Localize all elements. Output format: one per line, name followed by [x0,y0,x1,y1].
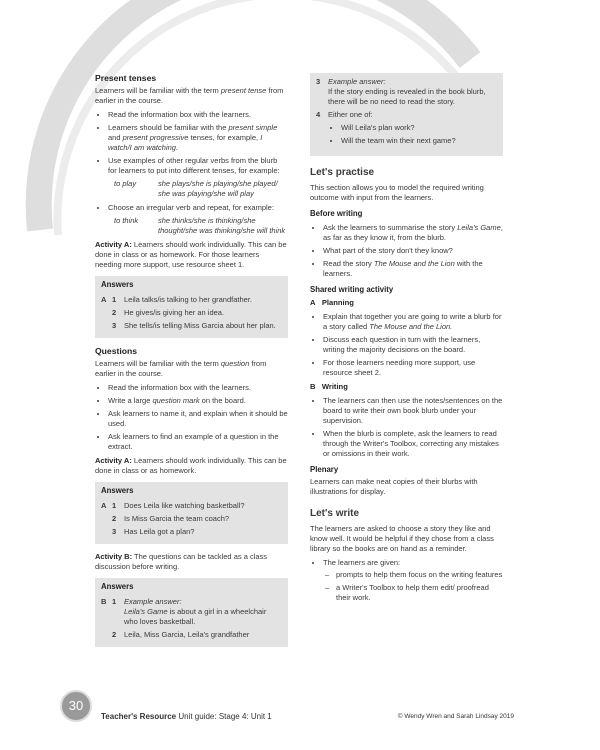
activity-a-note: Activity A: Learners should work individually. This can be done in class or as homework. For those learners needing more support, use resource sheet 1. [95,240,287,269]
footer-title: Teacher's Resource Unit guide: Stage 4: Unit 1 [101,712,272,721]
list-item: • Ask the learners to summarise the story Leila's Game, as far as they know it, from the blurb. [323,223,503,243]
left-column [95,73,288,655]
list-item: • For those learners needing more support, use resource sheet 2. [323,358,503,378]
list-item: • Read the information box with the learners. [108,383,288,393]
answers-box-1 [95,276,288,338]
present-tenses-list [95,110,288,236]
list-item: • The learners are given: – prompts to help them focus on the writing features – a Writer's Toolbox to help them edit/ proofread their work. [323,558,503,603]
list-item: • Discuss each question in turn with the learners, writing the majority decisions on the board. [323,335,503,355]
answers-title: Answers [101,582,134,591]
writing-list [310,396,503,459]
lets-practise-text: This section allows you to model the required writing outcome with input from the learners. [310,183,484,202]
before-writing-heading: Before writing [310,209,363,218]
answer-row: 2 He gives/is giving her an idea. [112,308,225,317]
questions-heading: Questions [95,346,138,356]
lets-write-heading: Let's write [310,508,360,519]
answer-row: A 1 Does Leila like watching basketball? [101,501,245,510]
list-item: • Learners should be familiar with the present simple and present progressive tenses, for example, I watch/I am watching. [108,123,288,153]
before-writing-list [310,223,503,279]
answer-row: 4 Either one of: • Will Leila's plan work? • Will the team win their next game? [316,110,497,149]
verb-example: to think she thinks/she is thinking/she thought/she was thinking/she will think [114,216,286,235]
answers-box-continued [310,73,503,156]
plenary-heading: Plenary [310,465,339,474]
lets-write-text: The learners are asked to choose a story they like and know well. It would be helpful if they chose from a class library so the books are on hand as a reminder. [310,524,494,553]
answer-row: 2 Is Miss Garcia the team coach? [112,514,230,523]
list-item: • Explain that together you are going to write a blurb for a story called The Mouse and the Lion. [323,312,503,332]
planning-list [310,312,503,378]
right-column [310,73,503,607]
list-item: • Ask learners to name it, and explain when it should be used. [108,409,288,429]
answer-row: 3 Example answer: If the story ending is revealed in the book blurb, there will be no need to read the story. [316,77,486,106]
lets-practise-heading: Let's practise [310,167,375,178]
lets-write-list [310,558,503,603]
list-item: • Choose an irregular verb and repeat, for example: to think she thinks/she is thinking/she thought/she was thinking/she will think [108,203,288,236]
list-item: • Ask learners to find an example of a question in the extract. [108,432,288,452]
page-number: 30 [60,690,92,722]
answers-title: Answers [101,280,134,289]
questions-list [95,383,288,452]
list-item: • Write a large question mark on the board. [108,396,288,406]
list-item: – a Writer's Toolbox to help them edit/ proofread their work. [336,583,503,603]
present-tenses-heading: Present tenses [95,73,157,83]
answer-row: 3 She tells/is telling Miss Garcia about her plan. [112,321,276,330]
planning-subheading: A Planning [310,298,354,307]
present-tenses-intro: Learners will be familiar with the term present tense from earlier in the course. [95,86,284,105]
answers-box-2 [95,482,288,544]
answer-row: B 1 Example answer: Leila's Game is about a girl in a wheelchair who loves basketball. [101,597,267,626]
list-item: • Read the story The Mouse and the Lion with the learners. [323,259,503,279]
list-item: • Use examples of other regular verbs from the blurb for learners to put into different tenses, for example: to play she plays/she is playing/she played/ she was playing/she will play [108,156,288,199]
list-item: • When the blurb is complete, ask the learners to read through the Writer's Toolbox, correcting any mistakes or omissions in their work. [323,429,503,459]
writing-subheading: B Writing [310,382,348,391]
plenary-text: Learners can make neat copies of their blurbs with illustrations for display. [310,477,478,496]
list-item: • Read the information box with the learners. [108,110,288,120]
list-item: • Will the team win their next game? [341,136,497,146]
activity-b-note: Activity B: The questions can be tackled as a class discussion before writing. [95,552,268,571]
verb-example: to play she plays/she is playing/she played/ she was playing/she will play [114,179,278,198]
answer-row: A 1 Leila talks/is talking to her grandfather. [101,295,252,304]
answers-box-3 [95,578,288,647]
shared-writing-heading: Shared writing activity [310,285,394,294]
list-item: • What part of the story don't they know? [323,246,503,256]
list-item: • Will Leila's plan work? [341,123,497,133]
answer-row: 2 Leila, Miss Garcia, Leila's grandfather [112,630,250,639]
list-item: • The learners can then use the notes/sentences on the board to write their own book blurb under your supervision. [323,396,503,426]
answer-row: 3 Has Leila got a plan? [112,527,195,536]
activity-a-note: Activity A: Learners should work individually. This can be done in class or as homework. [95,456,287,475]
questions-intro: Learners will be familiar with the term question from earlier in the course. [95,359,267,378]
list-item: – prompts to help them focus on the writing features [336,570,503,580]
answers-title: Answers [101,486,134,495]
footer-copyright: © Wendy Wren and Sarah Lindsay 2019 [397,713,514,720]
